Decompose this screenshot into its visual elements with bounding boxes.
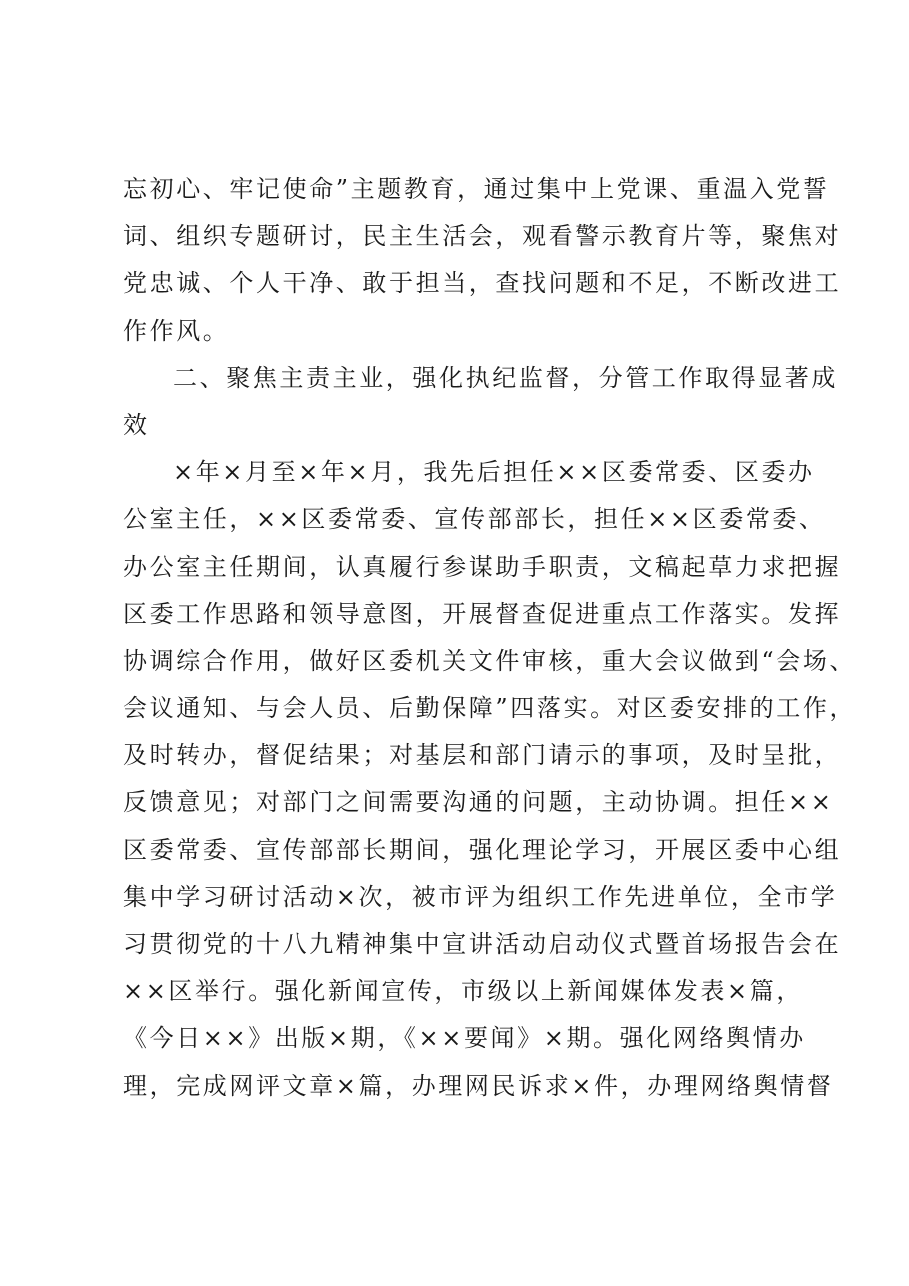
text-line: 理，完成网评文章×篇，办理网民诉求×件，办理网络舆情督 <box>123 1071 834 1100</box>
text-line: 忘初心、牢记使命”主题教育，通过集中上党课、重温入党誓 <box>123 175 830 203</box>
text-line: 集中学习研讨活动×次，被市评为组织工作先进单位，全市学 <box>123 882 838 911</box>
text-line: 反馈意见；对部门之间需要沟通的问题，主动协调。担任×× <box>123 788 834 817</box>
text-line: 区委工作思路和领导意图，开展督查促进重点工作落实。发挥 <box>123 599 842 628</box>
section-heading-line: 效 <box>123 410 150 439</box>
text-line: 会议通知、与会人员、后勤保障”四落实。对区委安排的工作， <box>123 694 857 723</box>
text-line: ××区举行。强化新闻宣传，市级以上新闻媒体发表×篇， <box>123 977 803 1006</box>
text-line: 区委常委、宣传部部长期间，强化理论学习，开展区委中心组 <box>123 835 842 864</box>
text-line: 词、组织专题研讨，民主生活会，观看警示教育片等，聚焦对 <box>123 222 842 251</box>
text-line: 党忠诚、个人干净、敢于担当，查找问题和不足，不断改进工 <box>123 269 842 298</box>
text-line: 办公室主任期间，认真履行参谋助手职责，文稿起草力求把握 <box>123 552 842 581</box>
text-line: ×年×月至×年×月，我先后担任××区委常委、区委办 <box>173 458 815 487</box>
text-line: 作作风。 <box>123 316 230 345</box>
body-text <box>123 166 857 1110</box>
text-line: 《今日××》出版×期，《××要闻》×期。强化网络舆情办 <box>123 1024 806 1053</box>
text-line: 协调综合作用，做好区委机关文件审核，重大会议做到“会场、 <box>123 646 857 675</box>
text-line: 公室主任，××区委常委、宣传部部长，担任××区委常委、 <box>123 505 826 534</box>
text-line: 习贯彻党的十八九精神集中宣讲活动启动仪式暨首场报告会在 <box>123 930 842 958</box>
section-heading-line: 二、聚焦主责主业，强化执纪监督，分管工作取得显著成 <box>173 363 838 392</box>
text-line: 及时转办，督促结果；对基层和部门请示的事项，及时呈批， <box>123 741 842 770</box>
